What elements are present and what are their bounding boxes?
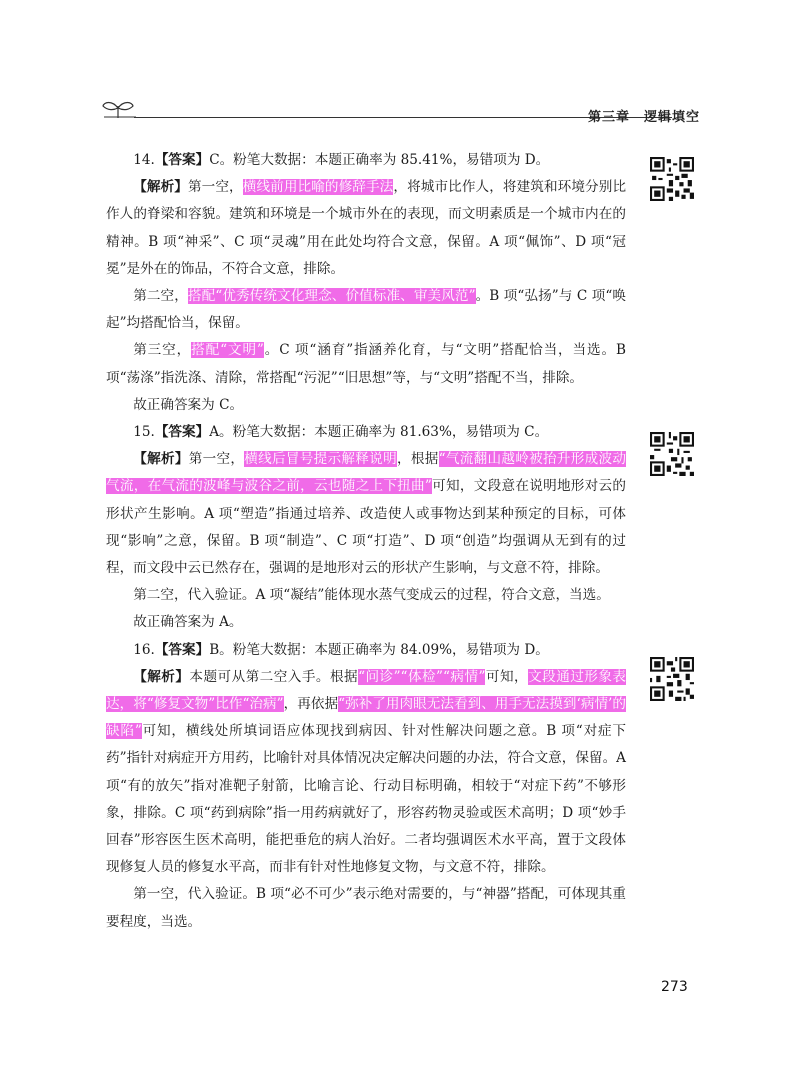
text-span: 。B 项“弘扬”与 C 项“唤起”均搭配恰当，保留。 [106,288,627,332]
text-span: 本题可从第二空入手。根据 [189,668,359,685]
chapter-heading [588,106,700,125]
question-number: 15. [133,424,155,441]
text-span: 可知，横线处所填词语应体现找到病因、针对性解决问题之意。B 项“对症下药”指针对病症开方用药，比喻针对具体情况决定解决问题的办法，符合文意，保留。A 项“有的放矢”指对准靶子射箭，比喻言论、行动目标明确，相较于“对症下药”不够形象，排除。C 项“药到病除”指一用药病就好了，形容药物灵验或医术高明；D 项“妙手回春”形容医生医术高明，能把垂危的病人治好。二者均强调医术水平高，置于文段体现修复人员的修复水平高，而非有针对性地修复文物，与文意不符，排除。 [106,723,626,876]
text-span: ，再依据 [283,696,339,713]
answer-text: B。粉笔大数据：本题正确率为 84.09%，易错项为 D。 [209,641,549,658]
q15-answer-line [106,419,626,446]
chapter-title: 逻辑填空 [643,110,700,125]
answer-label: 【答案】 [154,424,210,441]
question-number: 14. [133,152,155,168]
text-span: 可知，文段意在说明地形对云的形状产生影响。A 项“塑造”指通过培养、改造使人或事物达到某种预定的目标，可体现“影响”之意，保留。B 项“制造”、C 项“打造”、D 项“创造”均强调从无到有的过程，而文段中云已然存在，强调的是地形对云的形状产生影响，与文意不符，排除。 [106,478,627,577]
q14-third-blank [106,337,626,391]
analysis-label: 【解析】 [133,668,190,685]
q14-conclusion: 故正确答案为 C。 [133,396,244,413]
answer-label: 【答案】 [154,641,210,658]
chapter-number: 第三章 [587,110,630,125]
highlight: 横线前用比喻的修辞手法 [242,179,394,196]
q14-analysis [106,174,626,283]
text-span: ，根据 [396,451,439,468]
text-span: 第三空， [133,342,192,359]
qr-code-icon[interactable] [650,157,694,201]
highlight: 搭配“文明” [191,342,264,359]
q15-second-blank: 第二空，代入验证。A 项“凝结”能体现水蒸气变成云的过程，符合文意，当选。 [133,587,610,604]
qr-code-icon[interactable] [650,657,694,701]
highlight: “问诊”“体检”“病情” [358,668,486,685]
qr-code-icon[interactable] [650,432,694,476]
text-span: 。C 项“涵育”指涵养化育，与“文明”搭配恰当，当选。B 项“荡涤”指洗涤、清除，常搭配“污泥”“旧思想”等，与“文明”搭配不当，排除。 [106,342,626,386]
analysis-label: 【解析】 [133,179,188,196]
text-span: 第一空， [187,179,243,196]
q15-analysis [106,446,626,582]
text-span: 第二空， [133,288,188,305]
q14-second-blank [106,283,626,337]
highlight: 横线后冒号提示解释说明 [244,451,397,468]
q16-first-blank: 第一空，代入验证。B 项“必不可少”表示绝对需要的，与“神器”搭配，可体现其重要程度，当选。 [106,886,626,930]
answer-text: C。粉笔大数据：本题正确率为 85.41%，易错项为 D。 [209,152,550,168]
q14-answer-line [106,147,626,174]
analysis-label: 【解析】 [133,451,189,468]
answer-explanations [106,147,626,936]
q15-conclusion: 故正确答案为 A。 [133,614,243,631]
text-span: ，将城市比作人，将建筑和环境分别比作人的脊梁和容貌。建筑和环境是一个城市外在的表现，而文明素质是一个城市内在的精神。B 项“神采”、C 项“灵魂”用在此处均符合文意，保留。A 项“佩饰”、D 项“冠冕”是外在的饰品，不符合文意，排除。 [106,179,627,277]
leaf-sprout-icon [100,96,136,126]
q16-analysis [106,664,626,882]
highlight: 文段通过形象表达，将“修复文物”比作“治病” [106,668,627,713]
q16-answer-line [106,637,626,664]
answer-text: A。粉笔大数据：本题正确率为 81.63%，易错项为 C。 [209,424,549,441]
highlight: “弥补了用肉眼无法看到、用手无法摸到‘病情’的缺陷” [106,696,626,740]
highlight: “气流翻山越岭被抬升形成波动气流，在气流的波峰与波谷之前，云也随之上下扭曲” [106,451,627,495]
page-header [100,96,700,136]
question-number: 16. [133,641,155,658]
text-span: 第一空， [188,451,245,468]
page-number: 273 [661,979,688,995]
highlight: 搭配“优秀传统文化理念、价值标准、审美风范” [187,288,476,305]
text-span: 可知， [485,668,529,685]
answer-label: 【答案】 [154,152,210,168]
